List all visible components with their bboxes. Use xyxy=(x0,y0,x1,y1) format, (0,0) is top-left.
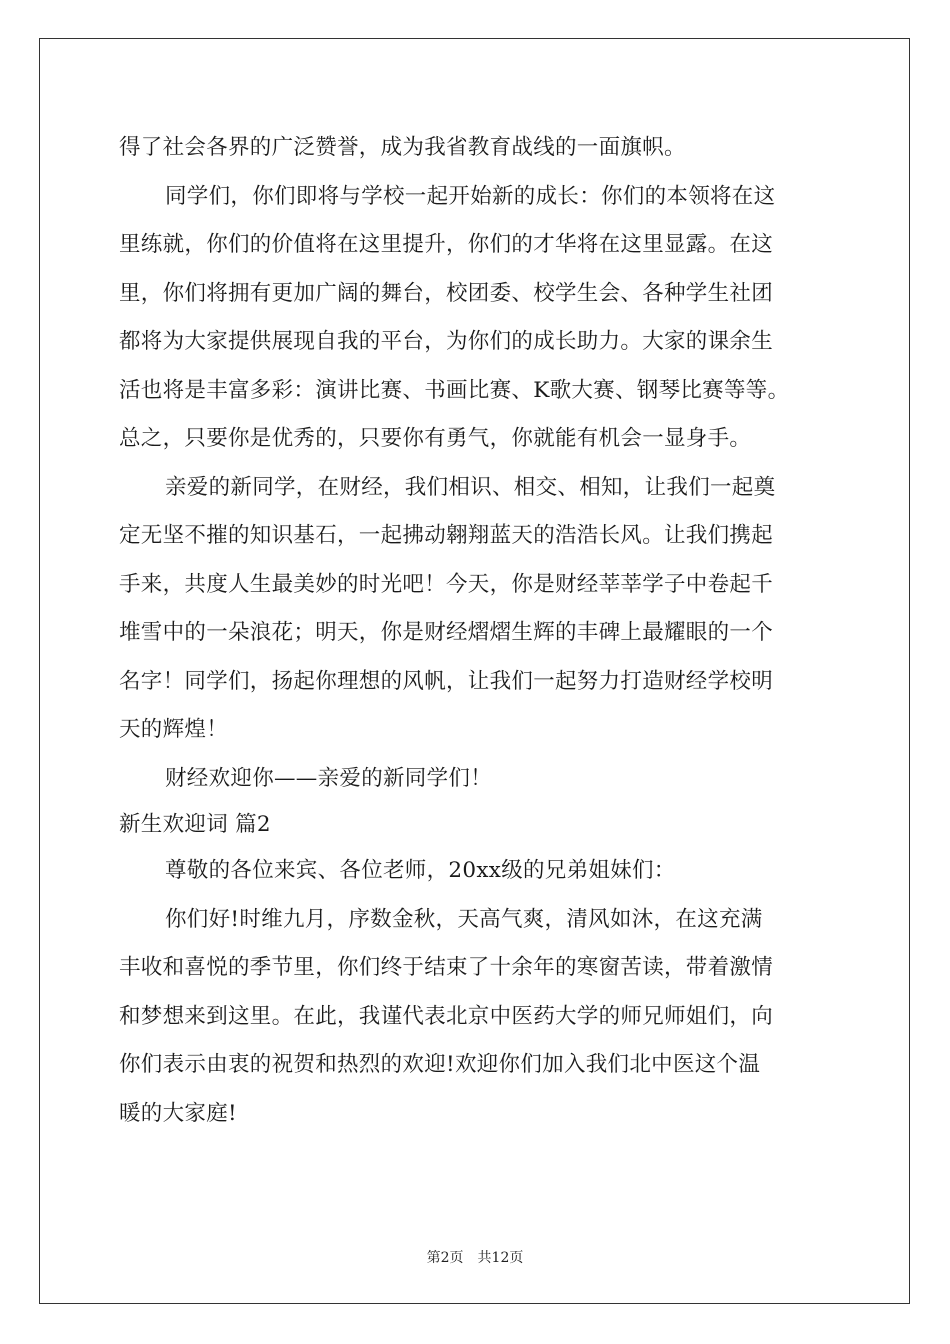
text-line: 天的辉煌！ xyxy=(119,717,229,742)
text-line: 手来，共度人生最美妙的时光吧！今天，你是财经莘莘学子中卷起千 xyxy=(119,571,774,597)
page-total: 共12页 xyxy=(477,1250,524,1266)
document-body xyxy=(119,124,859,1138)
text-line: 和梦想来到这里。在此，我谨代表北京中医药大学的师兄师姐们，向 xyxy=(119,1003,774,1029)
text-line: 暖的大家庭! xyxy=(119,1100,237,1126)
text-line: 你们好!时维九月，序数金秋，天高气爽，清风如沐，在这充满 xyxy=(165,906,763,932)
text-line: 里练就，你们的价值将在这里提升，你们的才华将在这里显露。在这 xyxy=(119,232,774,257)
text-line: 财经欢迎你——亲爱的新同学们！ xyxy=(165,765,493,791)
text-line: 丰收和喜悦的季节里，你们终于结束了十余年的寒窗苦读，带着激情 xyxy=(119,955,774,980)
text-line: 同学们，你们即将与学校一起开始新的成长：你们的本领将在这 xyxy=(165,183,776,209)
text-line: 你们表示由衷的祝贺和热烈的欢迎!欢迎你们加入我们北中医这个温 xyxy=(119,1052,761,1077)
text-line: 名字！同学们，扬起你理想的风帆，让我们一起努力打造财经学校明 xyxy=(119,668,774,694)
text-line: 定无坚不摧的知识基石，一起拂动翱翔蓝天的浩浩长风。让我们携起 xyxy=(119,523,774,548)
text-line: 亲爱的新同学，在财经，我们相识、相交、相知，让我们一起奠 xyxy=(165,474,776,500)
text-line: 堆雪中的一朵浪花；明天，你是财经熠熠生辉的丰碑上最耀眼的一个 xyxy=(119,620,774,645)
page-footer xyxy=(0,1247,950,1267)
text-line: 得了社会各界的广泛赞誉，成为我省教育战线的一面旗帜。 xyxy=(119,135,686,160)
page-number: 第2页 xyxy=(426,1250,464,1266)
text-line: 总之，只要你是优秀的，只要你有勇气，你就能有机会一显身手。 xyxy=(119,426,752,451)
text-line: 里，你们将拥有更加广阔的舞台，校团委、校学生会、各种学生社团 xyxy=(119,280,774,306)
text-line: 都将为大家提供展现自我的平台，为你们的成长助力。大家的课余生 xyxy=(119,329,774,354)
text-line: 尊敬的各位来宾、各位老师，20xx级的兄弟姐妹们： xyxy=(165,858,676,883)
text-line: 活也将是丰富多彩：演讲比赛、书画比赛、K歌大赛、钢琴比赛等等。 xyxy=(119,377,790,403)
section-heading: 新生欢迎词 篇2 xyxy=(119,812,271,837)
